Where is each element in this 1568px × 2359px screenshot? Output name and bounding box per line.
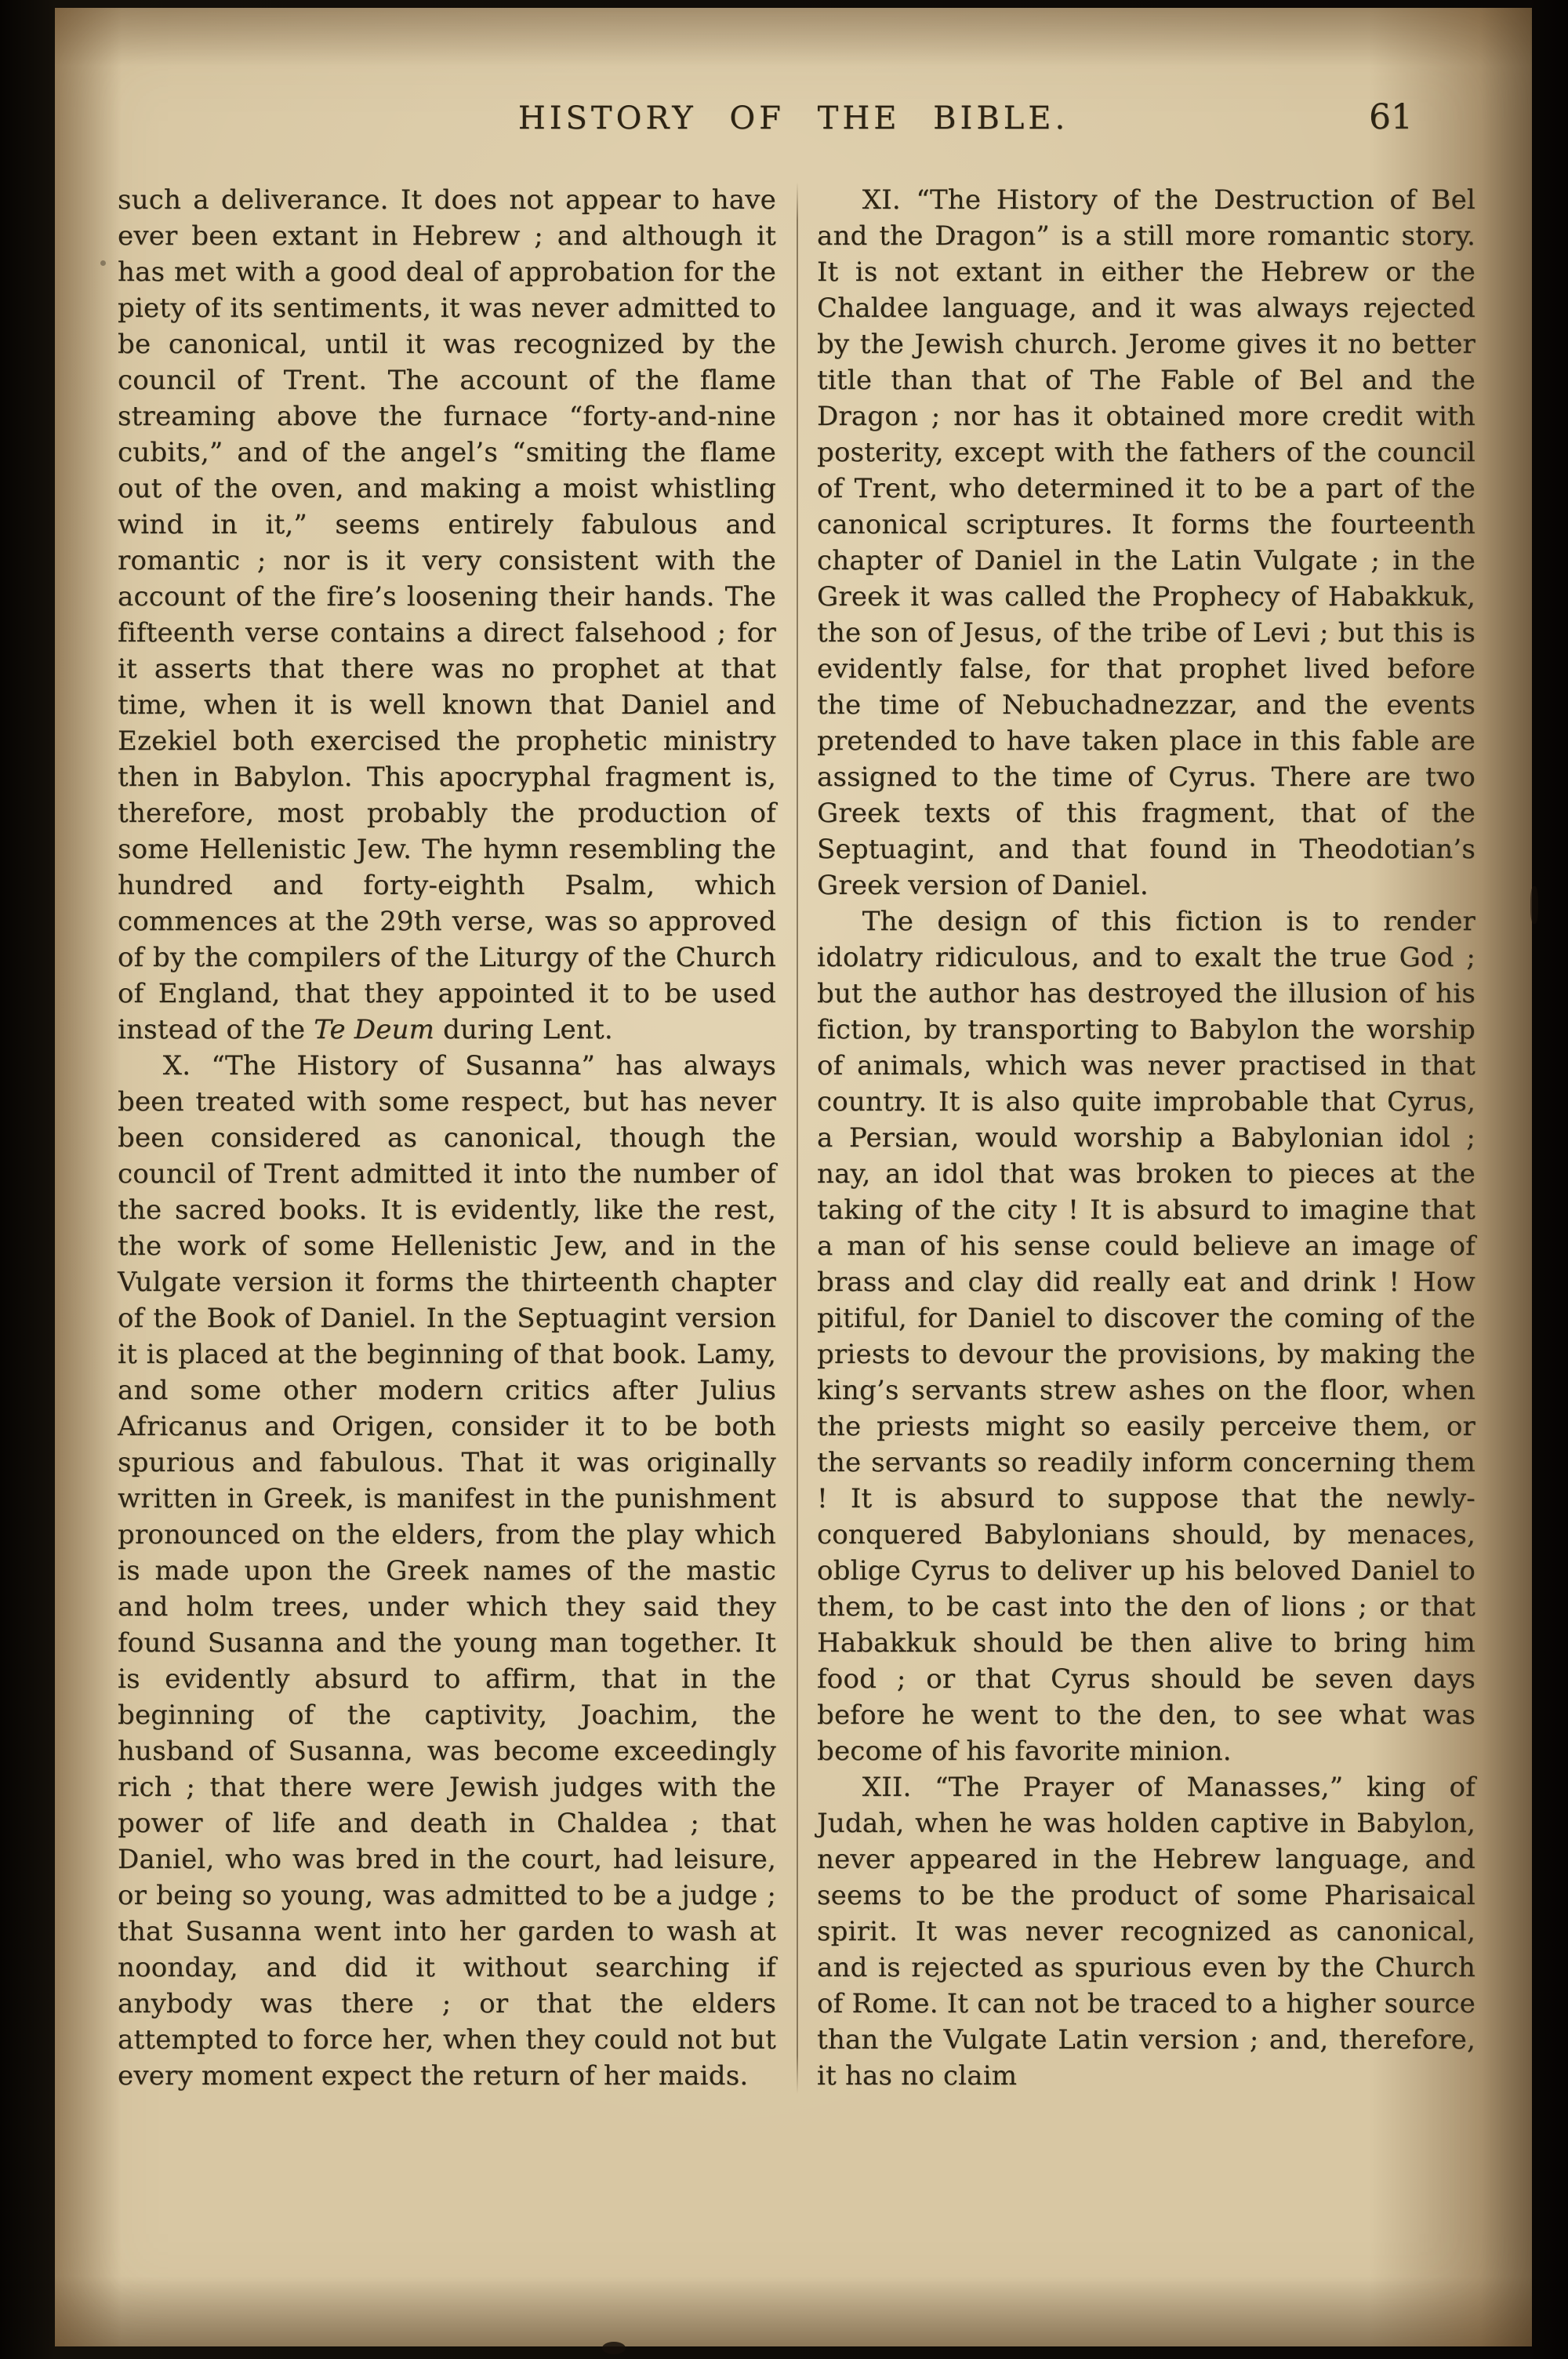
text-columns <box>55 182 1532 2094</box>
page-header-title: HISTORY OF THE BIBLE. <box>517 100 1069 136</box>
ink-speck <box>100 260 106 266</box>
page-number: 61 <box>1369 97 1413 137</box>
left-column <box>118 182 797 2094</box>
running-head <box>55 97 1532 144</box>
paragraph <box>118 1048 776 2094</box>
paragraph <box>817 182 1475 903</box>
ink-speck <box>1530 886 1538 924</box>
ink-speck <box>602 2342 626 2354</box>
book-page <box>55 8 1532 2346</box>
text-segment: XI. “The History of the Destruction of Bel and the Dragon” is a still more romantic story. It is not extant in either the Hebrew or the Chaldee language, and it was always rejected by the Jewish church. Jerome gives it no better title than that of The Fable of Bel and the Dragon ; nor has it obtained more credit with posterity, except with the fathers of the council of Trent, who determined it to be a part of the canonical scriptures. It forms the fourteenth chapter of Daniel in the Latin Vulgate ; in the Greek it was called the Prophecy of Habakkuk, the son of Jesus, of the tribe of Levi ; but this is evidently false, for that prophet lived before the time of Nebuchadnezzar, and the events pretended to have taken place in this fable are assigned to the time of Cyrus. There are two Greek texts of this fragment, that of the Septuagint, and that found in Theodotian’s Greek version of Daniel. <box>817 184 1475 901</box>
paragraph <box>817 1769 1475 2094</box>
paragraph <box>817 903 1475 1769</box>
text-segment: XII. “The Prayer of Manasses,” king of Judah, when he was holden captive in Babylon, never appeared in the Hebrew language, and seems to be the product of some Pharisaical spirit. It was never recognized as canonical, and is rejected as spurious even by the Church of Rome. It can not be traced to a higher source than the Vulgate Latin version ; and, therefore, it has no claim <box>817 1772 1475 2092</box>
right-column <box>798 182 1475 2094</box>
text-segment: The design of this fiction is to render idolatry ridiculous, and to exalt the true God ; but the author has destroyed the illusion of his fiction, by transporting to Babylon the worship of animals, which was never practised in that country. It is also quite improbable that Cyrus, a Persian, would worship a Babylonian idol ; nay, an idol that was broken to pieces at the taking of the city ! It is absurd to imagine that a man of his sense could believe an image of brass and clay did really eat and drink ! How pitiful, for Daniel to discover the coming of the priests to devour the provisions, by making the king’s servants strew ashes on the floor, when the priests might so easily perceive them, or the servants so readily inform concerning them ! It is absurd to suppose that the newly-conquered Babylonians should, by menaces, oblige Cyrus to deliver up his beloved Daniel to them, to be cast into the den of lions ; or that Habakkuk should be then alive to bring him food ; or that Cyrus should be seven days before he went to the den, to see what was become of his favorite minion. <box>817 906 1475 1767</box>
text-segment: Te Deum <box>314 1014 435 1045</box>
text-segment: such a deliverance. It does not appear to have ever been extant in Hebrew ; and although it has met with a good deal of approbation for the piety of its sentiments, it was never admitted to be canonical, until it was recognized by the council of Trent. The account of the flame streaming above the furnace “forty-and-nine cubits,” and of the angel’s “smiting the flame out of the oven, and making a moist whistling wind in it,” seems entirely fabulous and romantic ; nor is it very consistent with the account of the fire’s loosening their hands. The fifteenth verse contains a direct falsehood ; for it asserts that there was no prophet at that time, when it is well known that Daniel and Ezekiel both exercised the prophetic ministry then in Babylon. This apocryphal fragment is, therefore, most probably the production of some Hellenistic Jew. The hymn resembling the hundred and forty-eighth Psalm, which commences at the 29th verse, was so approved of by the compilers of the Liturgy of the Church of England, that they appointed it to be used instead of the <box>118 184 776 1045</box>
paragraph <box>118 182 776 1048</box>
text-segment: during Lent. <box>434 1014 613 1045</box>
text-segment: X. “The History of Susanna” has always been treated with some respect, but has never been considered as canonical, though the council of Trent admitted it into the number of the sacred books. It is evidently, like the rest, the work of some Hellenistic Jew, and in the Vulgate version it forms the thirteenth chapter of the Book of Daniel. In the Septuagint version it is placed at the beginning of that book. Lamy, and some other modern critics after Julius Africanus and Origen, consider it to be both spurious and fabulous. That it was originally written in Greek, is manifest in the punishment pronounced on the elders, from the play which is made upon the Greek names of the mastic and holm trees, under which they said they found Susanna and the young man together. It is evidently absurd to affirm, that in the beginning of the captivity, Joachim, the husband of Susanna, was become exceedingly rich ; that there were Jewish judges with the power of life and death in Chaldea ; that Daniel, who was bred in the court, had leisure, or being so young, was admitted to be a judge ; that Susanna went into her garden to wash at noonday, and did it without searching if anybody was there ; or that the elders attempted to force her, when they could not but every moment expect the return of her maids. <box>118 1050 776 2092</box>
